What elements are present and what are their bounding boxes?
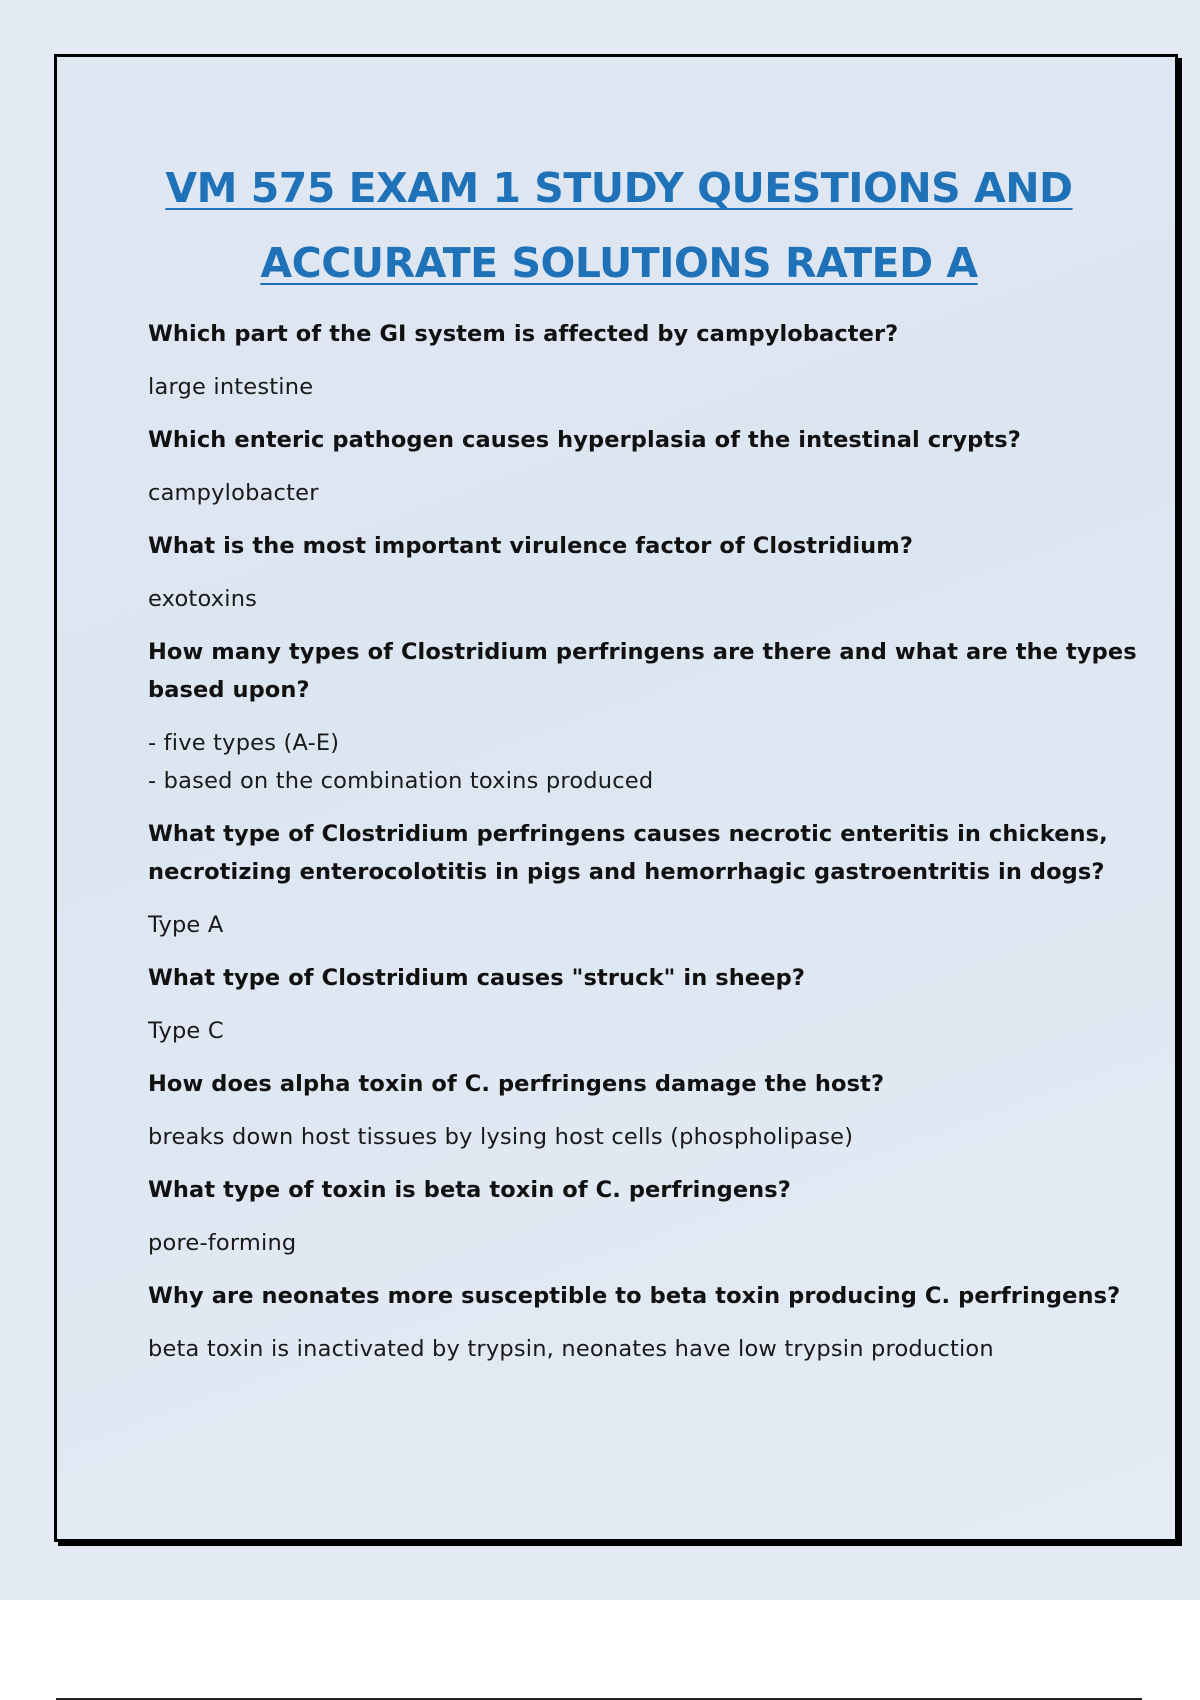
answer-line-1: - five types (A-E) <box>148 730 340 756</box>
answer-text: large intestine <box>148 374 314 400</box>
question-text: What type of toxin is beta toxin of C. perfringens? <box>148 1177 791 1203</box>
qa-item <box>148 619 1148 801</box>
answer-text: campylobacter <box>148 480 319 506</box>
document-frame <box>54 54 1178 1542</box>
question-text: How many types of Clostridium perfringens are there and what are the types based upon? <box>148 639 1137 703</box>
question-text: Why are neonates more susceptible to beta toxin producing C. perfringens? <box>148 1283 1121 1309</box>
answer-text: beta toxin is inactivated by trypsin, neonates have low trypsin production <box>148 1336 994 1362</box>
question-text: Which part of the GI system is affected by campylobacter? <box>148 321 899 347</box>
question-text: How does alpha toxin of C. perfringens damage the host? <box>148 1071 885 1097</box>
qa-item <box>148 945 1148 1051</box>
answer-text: exotoxins <box>148 586 258 612</box>
qa-item <box>148 1263 1148 1369</box>
question-text: What is the most important virulence factor of Clostridium? <box>148 533 913 559</box>
document-title <box>57 151 1181 301</box>
answer-text: pore-forming <box>148 1230 297 1256</box>
question-text: What type of Clostridium causes "struck" in sheep? <box>148 965 805 991</box>
answer-line-2: - based on the combination toxins produced <box>148 768 654 794</box>
qa-list <box>148 301 1148 1369</box>
title-line-1: VM 575 EXAM 1 STUDY QUESTIONS AND <box>165 164 1073 212</box>
qa-item <box>148 407 1148 513</box>
qa-item <box>148 1157 1148 1263</box>
answer-text: Type C <box>148 1018 224 1044</box>
qa-item <box>148 1051 1148 1157</box>
qa-item <box>148 513 1148 619</box>
question-text: Which enteric pathogen causes hyperplasia of the intestinal crypts? <box>148 427 1021 453</box>
answer-text: breaks down host tissues by lysing host cells (phospholipase) <box>148 1124 854 1150</box>
qa-item <box>148 801 1148 945</box>
answer-text: Type A <box>148 912 224 938</box>
qa-item <box>148 301 1148 407</box>
question-text: What type of Clostridium perfringens causes necrotic enteritis in chickens, necrotizing enterocolotitis in pigs and hemorrhagic gastroentritis in dogs? <box>148 821 1108 885</box>
title-line-2: ACCURATE SOLUTIONS RATED A <box>260 239 978 287</box>
answer-text <box>148 718 1148 801</box>
